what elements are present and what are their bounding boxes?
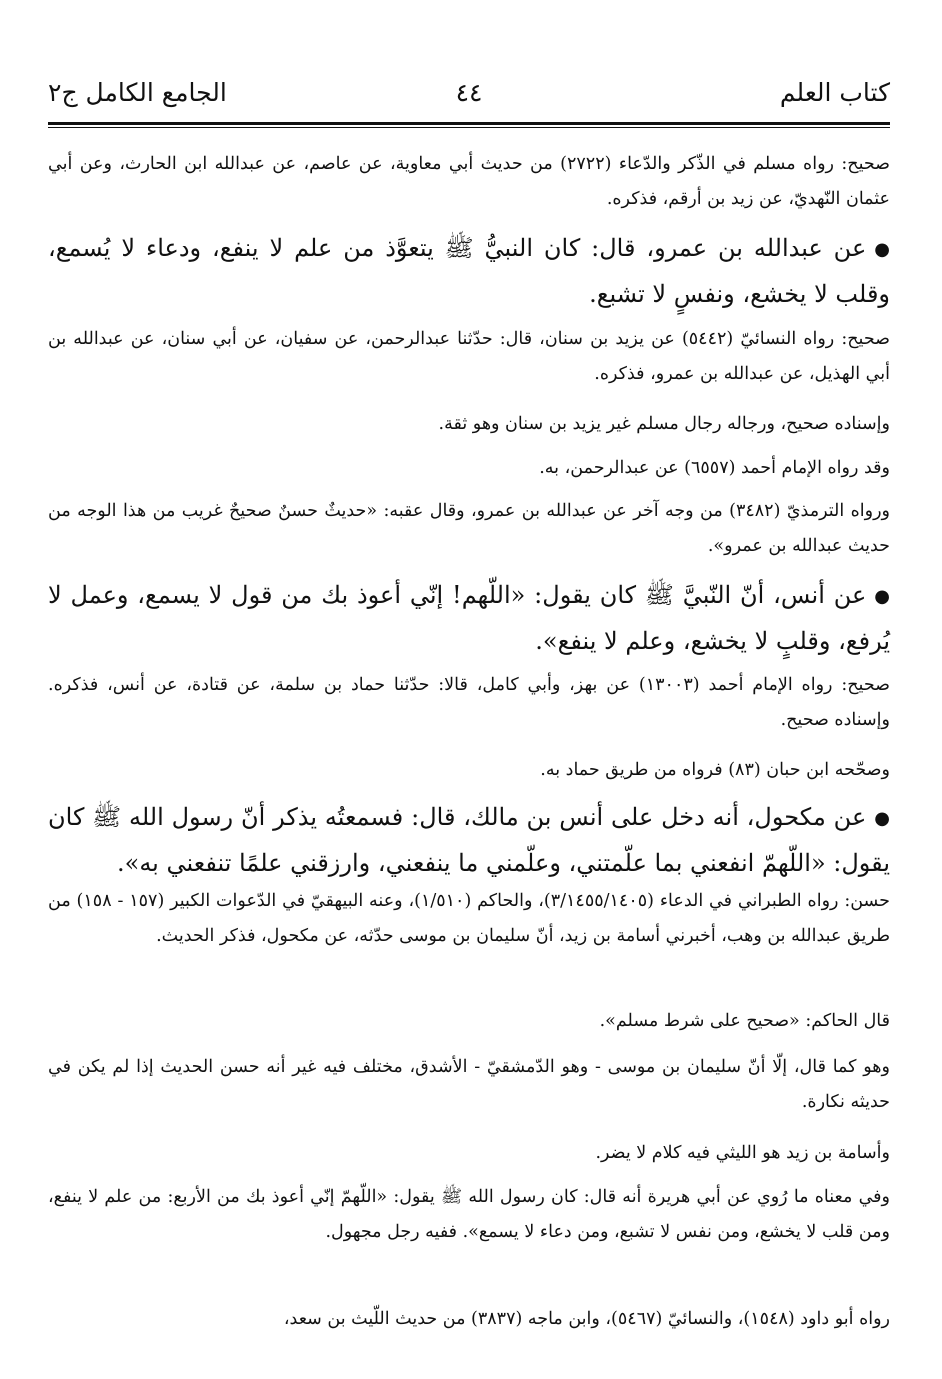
note-paragraph: صحيح: رواه الإمام أحمد (١٣٠٠٣) عن بهز، وأبي كامل، قالا: حدّثنا حماد بن سلمة، عن قتادة، عن أنس، فذكره. وإسناده صحيح. — [48, 675, 890, 730]
hadith-paragraph: ●عن أنس، أنّ النّبيَّ ﷺ كان يقول: «اللّهم! إنّي أعوذ بك من قول لا يسمع، وعمل لا يُرفع، وقلبٍ لا يخشع، وعلم لا ينفع». — [48, 573, 890, 664]
note-paragraph: رواه أبو داود (١٥٤٨)، والنسائيّ (٥٤٦٧)، وابن ماجه (٣٨٣٧) من حديث اللّيث بن سعد، — [283, 1309, 890, 1329]
note-paragraph: وأسامة بن زيد هو الليثي فيه كلام لا يضر. — [595, 1143, 890, 1163]
note-paragraph: وصحّحه ابن حبان (٨٣) فرواه من طريق حماد به. — [540, 760, 890, 780]
note-paragraph: ورواه الترمذيّ (٣٤٨٢) من وجه آخر عن عبدالله بن عمرو، وقال عقبه: «حديثٌ حسنٌ صحيحٌ غريب من هذا الوجه من حديث عبدالله بن عمرو». — [48, 501, 890, 556]
hadith-paragraph: ●عن مكحول، أنه دخل على أنس بن مالك، قال: فسمعتُه يذكر أنّ رسول الله ﷺ كان يقول: «اللّهمّ انفعني بما علّمتني، وعلّمني ما ينفعني، وارزقني علمًا تنفعني به». — [48, 795, 890, 886]
note-paragraph: قال الحاكم: «صحيح على شرط مسلم». — [599, 1011, 890, 1031]
note-paragraph: صحيح: رواه مسلم في الذّكر والدّعاء (٢٧٢٢) من حديث أبي معاوية، عن عاصم، عن عبدالله ابن الحارث، وعن أبي عثمان النّهديّ، عن زيد بن أرقم، فذكره. — [48, 154, 891, 209]
note-paragraph: وهو كما قال، إلّا أنّ سليمان بن موسى - وهو الدّمشقيّ - الأشدق، مختلف فيه غير أنه حسن الحديث إذا لم يكن في حديثه نكارة. — [48, 1057, 890, 1112]
bullet-icon: ● — [874, 586, 890, 607]
note-paragraph: وفي معناه ما رُوي عن أبي هريرة أنه قال: كان رسول الله ﷺ يقول: «اللّهمّ إنّي أعوذ بك من الأربع: من علم لا ينفع، ومن قلب لا يخشع، ومن نفس لا تشبع، ومن دعاء لا يسمع». ففيه رجل مجهول. — [48, 1187, 890, 1242]
header-rule-thin — [48, 127, 890, 128]
note-paragraph: وقد رواه الإمام أحمد (٦٥٥٧) عن عبدالرحمن، به. — [539, 458, 890, 478]
note-paragraph: صحيح: رواه النسائيّ (٥٤٤٢) عن يزيد بن سنان، قال: حدّثنا عبدالرحمن، عن سفيان، عن أبي سنان، عن عبدالله بن أبي الهذيل، عن عبدالله بن عمرو، فذكره. — [48, 329, 890, 384]
book-title: الجامع الكامل ج٢ — [48, 78, 227, 107]
note-paragraph: حسن: رواه الطبراني في الدعاء (٣/١٤٥٥/١٤٠٥)، والحاكم (١/٥١٠)، وعنه البيهقيّ في الدّعوات الكبير (١٥٧ - ١٥٨) من طريق عبدالله بن وهب، أخبرني أسامة بن زيد، أنّ سليمان بن موسى حدّثه، عن مكحول، فذكر الحديث. — [48, 891, 890, 946]
bullet-icon: ● — [874, 239, 890, 260]
running-header — [48, 78, 890, 118]
hadith-paragraph: ●عن عبدالله بن عمرو، قال: كان النبيُّ ﷺ يتعوَّذ من علم لا ينفع، ودعاء لا يُسمع، وقلب لا يخشع، ونفسٍ لا تشبع. — [48, 226, 890, 317]
bullet-icon: ● — [874, 808, 890, 829]
note-paragraph: وإسناده صحيح، ورجاله رجال مسلم غير يزيد بن سنان وهو ثقة. — [438, 414, 890, 434]
chapter-title: كتاب العلم — [779, 78, 890, 107]
page-number: ٤٤ — [455, 78, 483, 107]
header-rule-thick — [48, 122, 890, 125]
